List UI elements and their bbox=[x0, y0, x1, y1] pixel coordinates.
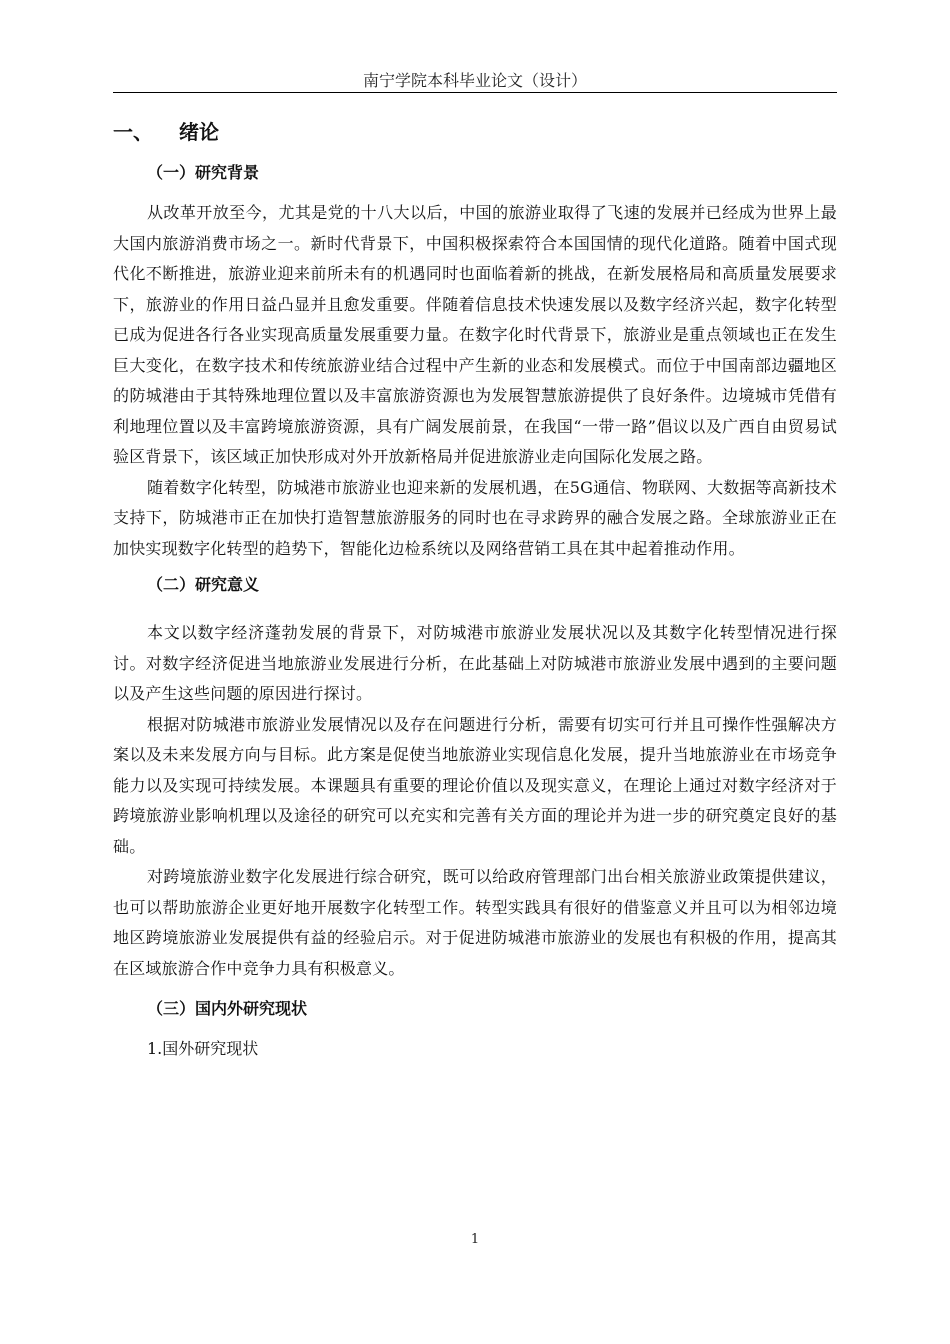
chapter-number: 一、 bbox=[113, 120, 153, 144]
section-heading-significance: （二）研究意义 bbox=[147, 575, 260, 594]
section-heading-research-status: （三）国内外研究现状 bbox=[147, 999, 308, 1018]
document-body bbox=[113, 112, 837, 1064]
paragraph: 从改革开放至今，尤其是党的十八大以后，中国的旅游业取得了飞速的发展并已经成为世界上最大国内旅游消费市场之一。新时代背景下，中国积极探索符合本国国情的现代化道路。随着中国式现代化不断推进，旅游业迎来前所未有的机遇同时也面临着新的挑战，在新发展格局和高质量发展要求下，旅游业的作用日益凸显并且愈发重要。伴随着信息技术快速发展以及数字经济兴起，数字化转型已成为促进各行各业实现高质量发展重要力量。在数字化时代背景下，旅游业是重点领域也正在发生巨大变化，在数字技术和传统旅游业结合过程中产生新的业态和发展模式。而位于中国南部边疆地区的防城港由于其特殊地理位置以及丰富旅游资源也为发展智慧旅游提供了良好条件。边境城市凭借有利地理位置以及丰富跨境旅游资源，具有广阔发展前景，在我国“一带一路”倡议以及广西自由贸易试验区背景下，该区域正加快形成对外开放新格局并促进旅游业走向国际化发展之路。 bbox=[113, 203, 837, 466]
section-heading-background: （一）研究背景 bbox=[147, 163, 260, 182]
header-title: 南宁学院本科毕业论文（设计） bbox=[362, 71, 587, 90]
page-number: 1 bbox=[470, 1232, 480, 1247]
chapter-title: 绪论 bbox=[179, 120, 219, 144]
subsection-heading-foreign-research: 1.国外研究现状 bbox=[147, 1039, 259, 1058]
paragraph: 随着数字化转型，防城港市旅游业也迎来新的发展机遇，在5G通信、物联网、大数据等高新技术支持下，防城港市正在加快打造智慧旅游服务的同时也在寻求跨界的融合发展之路。全球旅游业正在加快实现数字化转型的趋势下，智能化边检系统以及网络营销工具在其中起着推动作用。 bbox=[113, 477, 837, 558]
paragraph: 对跨境旅游业数字化发展进行综合研究，既可以给政府管理部门出台相关旅游业政策提供建议，也可以帮助旅游企业更好地开展数字化转型工作。转型实践具有很好的借鉴意义并且可以为相邻边境地区跨境旅游业发展提供有益的经验启示。对于促进防城港市旅游业的发展也有积极的作用，提高其在区域旅游合作中竞争力具有积极意义。 bbox=[113, 867, 837, 978]
paragraph: 根据对防城港市旅游业发展情况以及存在问题进行分析，需要有切实可行并且可操作性强解决方案以及未来发展方向与目标。此方案是促使当地旅游业实现信息化发展，提升当地旅游业在市场竞争能力以及实现可持续发展。本课题具有重要的理论价值以及现实意义，在理论上通过对数字经济对于跨境旅游业影响机理以及途径的研究可以充实和完善有关方面的理论并为进一步的研究奠定良好的基础。 bbox=[113, 714, 837, 856]
paragraph: 本文以数字经济蓬勃发展的背景下，对防城港市旅游业发展状况以及其数字化转型情况进行探讨。对数字经济促进当地旅游业发展进行分析，在此基础上对防城港市旅游业发展中遇到的主要问题以及产生这些问题的原因进行探讨。 bbox=[113, 623, 837, 703]
chapter-heading bbox=[113, 112, 837, 152]
page-header bbox=[113, 70, 837, 93]
